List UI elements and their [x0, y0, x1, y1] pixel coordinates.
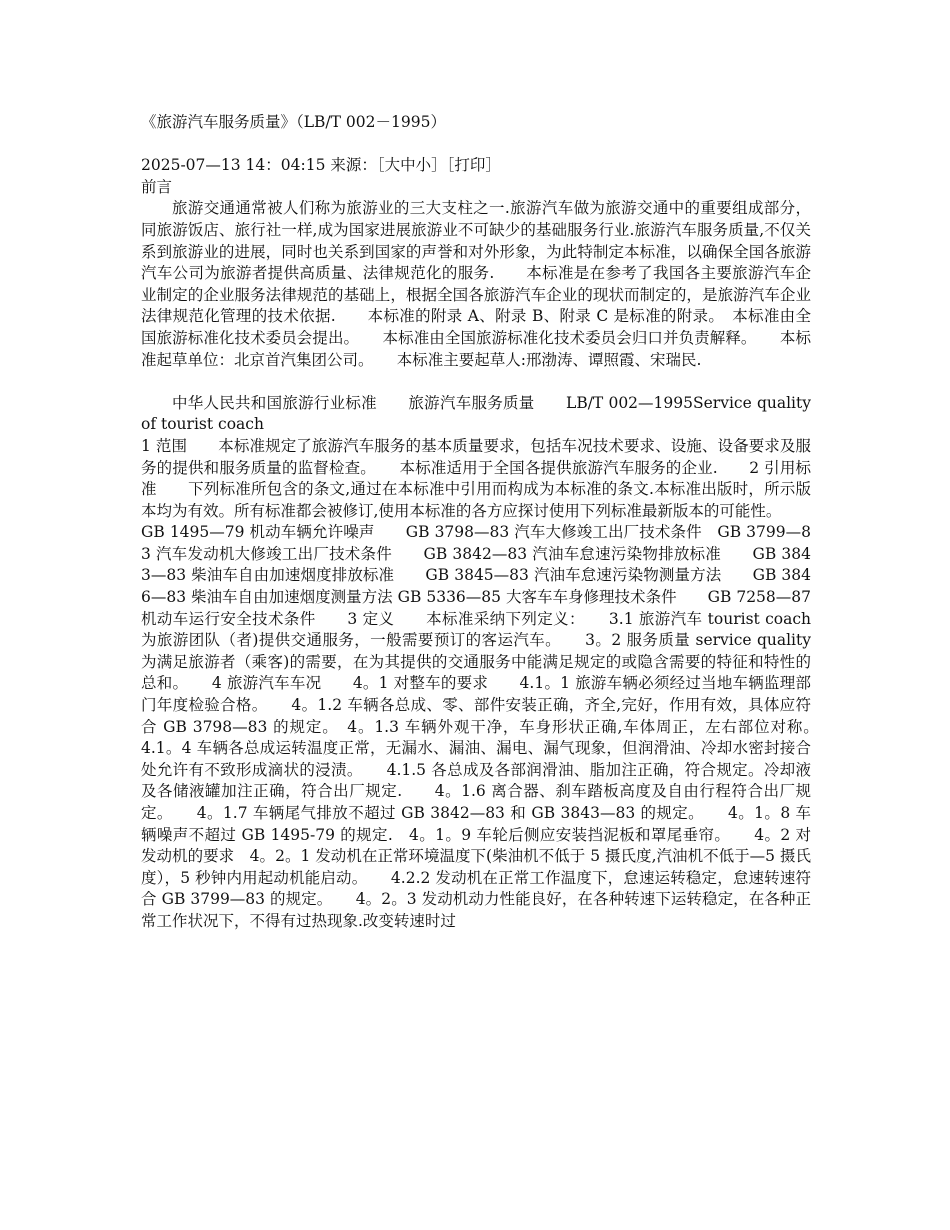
document-meta: 2025-07—13 14：04:15 来源：［大中小］［打印］	[141, 156, 501, 175]
standard-header: 中华人民共和国旅游行业标准 旅游汽车服务质量 LB/T 002—1995Service quality of tourist coach	[141, 393, 811, 434]
body-paragraph-standards: GB 1495—79 机动车辆允许噪声 GB 3798—83 汽车大修竣工出厂技术条件 GB 3799—83 汽车发动机大修竣工出厂技术条件 GB 3842—83 汽油车怠速污染物排放标准 GB 3843—83 柴油车自由加速烟度排放标准 GB 3845—83 汽油车怠速污染物测量方法 GB 3846—83 柴油车自由加速烟度测量方法 GB 5336—85 大客车车身修理技术条件 GB 7258—87 机动车运行安全技术条件 3 定义 本标准采纳下列定义： 3.1 旅游汽车 tourist coach 为旅游团队（者)提供交通服务，一般需要预订的客运汽车。 3。2 服务质量 service quality 为满足旅游者（乘客)的需要，在为其提供的交通服务中能满足规定的或隐含需要的特征和特性的总和。 4 旅游汽车车况 4。1 对整车的要求 4.1。1 旅游车辆必须经过当地车辆监理部门年度检验合格。 4。1.2 车辆各总成、零、部件安装正确，齐全,完好，作用有效，具体应符合 GB 3798—83 的规定。 4。1.3 车辆外观干净，车身形状正确,车体周正，左右部位对称。 4.1。4 车辆各总成运转温度正常，无漏水、漏油、漏电、漏气现象，但润滑油、冷却水密封接合处允许有不致形成滴状的浸渍。 4.1.5 各总成及各部润滑油、脂加注正确，符合规定。冷却液及各储液罐加注正确，符合出厂规定. 4。1.6 离合器、刹车踏板高度及自由行程符合出厂规定。 4。1.7 车辆尾气排放不超过 GB 3842—83 和 GB 3843—83 的规定。 4。1。8 车辆噪声不超过 GB 1495-79 的规定. 4。1。9 车轮后侧应安装挡泥板和罩尾垂帘。 4。2 对发动机的要求 4。2。1 发动机在正常环境温度下(柴油机不低于 5 摄氏度,汽油机不低于—5 摄氏度），5 秒钟内用起动机能启动。 4.2.2 发动机在正常工作温度下，怠速运转稳定，怠速转速符合 GB 3799—83 的规定。 4。2。3 发动机动力性能良好，在各种转速下运转稳定，在各种正常工作状况下，不得有过热现象.改变转速时过	[141, 523, 843, 930]
document-title: 《旅游汽车服务质量》（LB/T 002－1995）	[141, 113, 446, 131]
paragraph-gap	[141, 371, 811, 393]
document-page	[141, 112, 843, 933]
foreword-paragraph: 旅游交通通常被人们称为旅游业的三大支柱之一.旅游汽车做为旅游交通中的重要组成部分，同旅游饭店、旅行社一样,成为国家进展旅游业不可缺少的基础服务行业.旅游汽车服务质量,不仅关系到旅游业的进展，同时也关系到国家的声誉和对外形象，为此特制定本标准，以确保全国各旅游汽车公司为旅游者提供高质量、法律规范化的服务. 本标准是在参考了我国各主要旅游汽车企业制定的企业服务法律规范的基础上，根据全国各旅游汽车企业的现状而制定的，是旅游汽车企业法律规范化管理的技术依据. 本标准的附录 A、附录 B、附录 C 是标准的附录。 本标准由全国旅游标准化技术委员会提出。 本标准由全国旅游标准化技术委员会归口并负责解释。 本标准起草单位：北京首汽集团公司。 本标准主要起草人:邢渤涛、谭照霞、宋瑞民.	[141, 199, 811, 369]
body-paragraph-scope: 1 范围 本标准规定了旅游汽车服务的基本质量要求，包括车况技术要求、设施、设备要求及服务的提供和服务质量的监督检查。 本标准适用于全国各提供旅游汽车服务的企业. 2 引用标准 下列标准所包含的条文,通过在本标准中引用而构成为本标准的条文.本标准出版时，所示版本均为有效。所有标准都会被修订,使用本标准的各方应探讨使用下列标准最新版本的可能性。	[141, 436, 811, 520]
foreword-heading: 前言	[141, 177, 173, 196]
